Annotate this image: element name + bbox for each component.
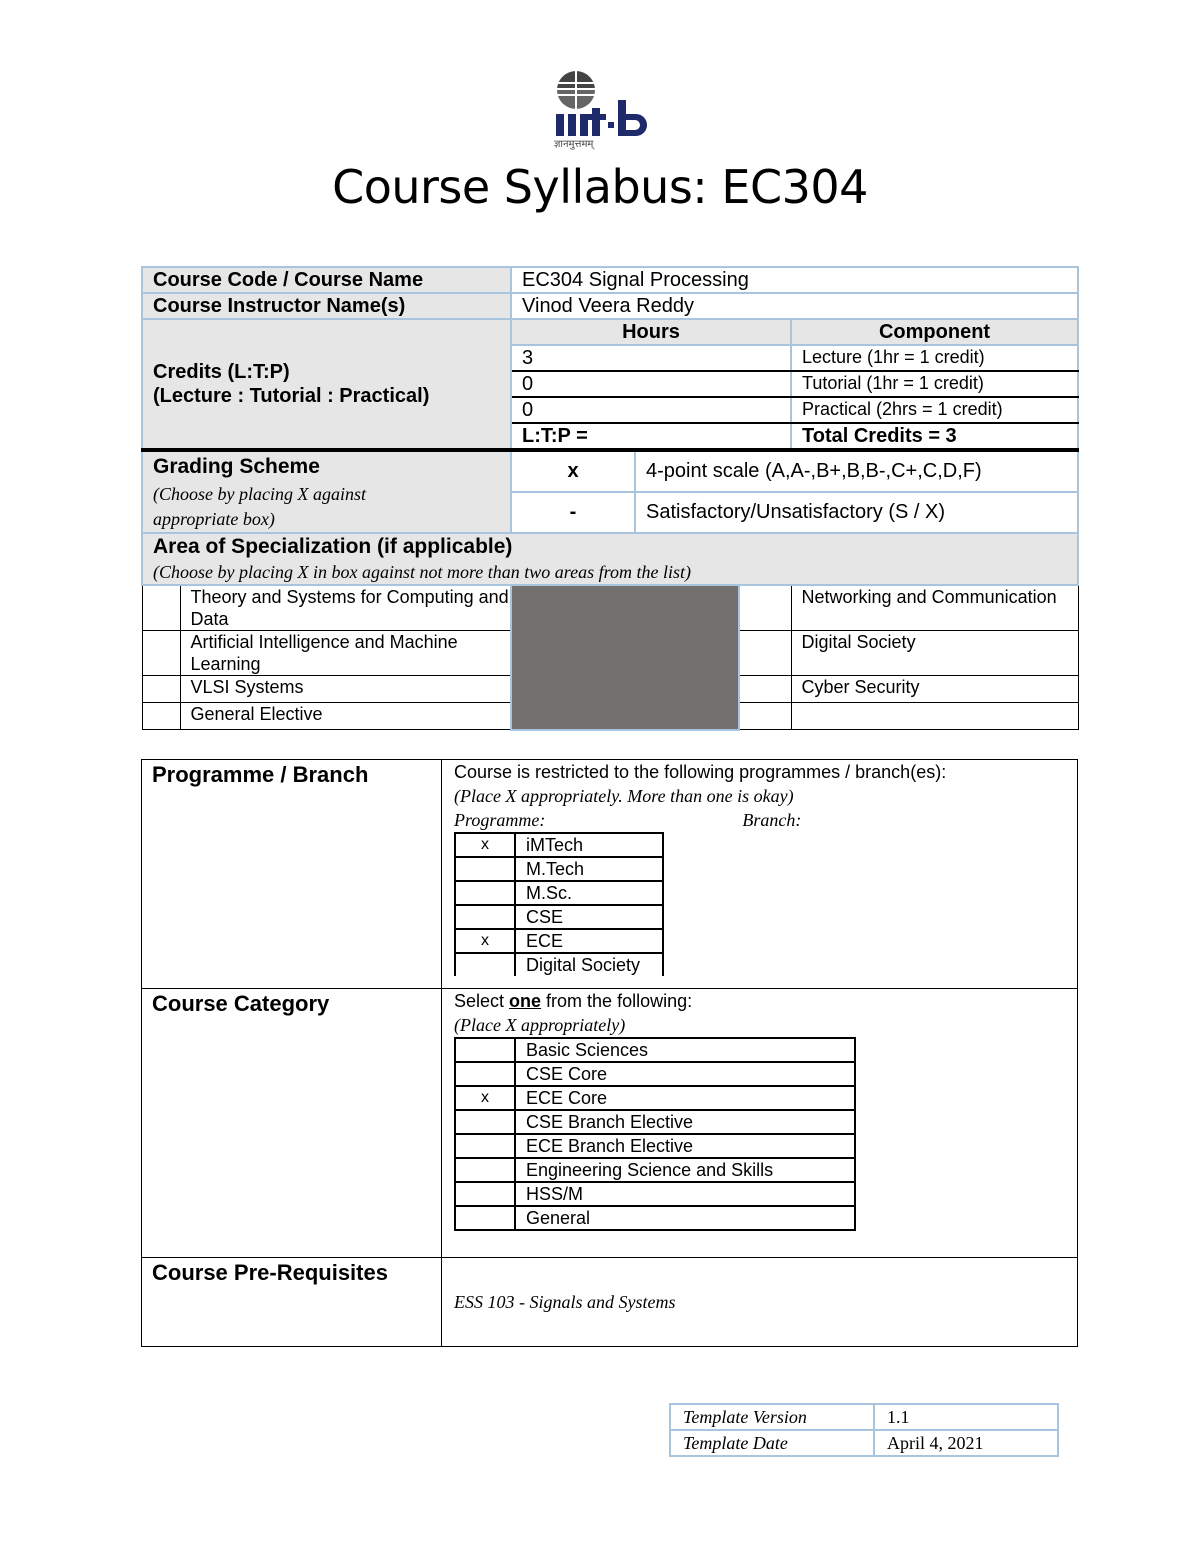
spec-checkbox[interactable]	[142, 703, 180, 730]
template-date-label: Template Date	[670, 1430, 874, 1456]
list-item	[455, 1182, 855, 1206]
spec-item-theory: Theory and Systems for Computing and Data	[180, 585, 511, 631]
category-name: General	[515, 1206, 855, 1230]
category-note: (Place X appropriately)	[454, 1015, 626, 1035]
list-item	[455, 953, 663, 976]
category-checkbox[interactable]	[455, 1182, 515, 1206]
spec-item-vlsi: VLSI Systems	[180, 676, 511, 703]
spec-item-empty	[791, 703, 1078, 730]
category-intro	[454, 989, 1077, 1013]
list-item	[455, 1134, 855, 1158]
spec-checkbox[interactable]	[739, 631, 791, 676]
prereq-label: Course Pre-Requisites	[142, 1258, 442, 1347]
course-code-label: Course Code / Course Name	[142, 267, 511, 293]
course-info-table	[141, 266, 1079, 731]
lecture-hours: 3	[511, 345, 791, 371]
grading-4point-text: 4-point scale (A,A-,B+,B,B-,C+,C,D,F)	[635, 450, 1078, 492]
tutorial-component: Tutorial (1hr = 1 credit)	[791, 371, 1078, 397]
spec-item-networking: Networking and Communication	[791, 585, 1078, 631]
list-item	[455, 929, 663, 953]
grading-note: (Choose by placing X against appropriate box)	[153, 484, 366, 529]
programme-checkbox[interactable]	[455, 857, 515, 881]
programme-subheads	[454, 808, 1077, 832]
page-title: Course Syllabus: EC304	[332, 160, 868, 214]
instructor-value: Vinod Veera Reddy	[511, 293, 1078, 319]
category-checkbox[interactable]: x	[455, 1086, 515, 1110]
programme-table	[141, 759, 1078, 1347]
category-name: ECE Branch Elective	[515, 1134, 855, 1158]
category-checkbox[interactable]	[455, 1062, 515, 1086]
credits-label-line1: Credits (L:T:P)	[153, 361, 290, 383]
programme-label: Programme / Branch	[142, 760, 442, 989]
spec-checkbox[interactable]	[739, 676, 791, 703]
programme-name: ECE	[515, 929, 663, 953]
grading-su-text: Satisfactory/Unsatisfactory (S / X)	[635, 492, 1078, 533]
list-item	[455, 857, 663, 881]
programme-intro: Course is restricted to the following programmes / branch(es):	[454, 762, 947, 782]
category-list	[454, 1037, 856, 1231]
practical-hours: 0	[511, 397, 791, 423]
programme-note: (Place X appropriately. More than one is okay)	[454, 786, 794, 806]
grading-su-mark[interactable]: -	[511, 492, 635, 533]
list-item	[455, 1110, 855, 1134]
programme-name: Digital Society	[515, 953, 663, 976]
specialization-note: (Choose by placing X in box against not more than two areas from the list)	[153, 562, 691, 582]
programme-checkbox[interactable]: x	[455, 929, 515, 953]
programme-name: CSE	[515, 905, 663, 929]
category-name: Engineering Science and Skills	[515, 1158, 855, 1182]
category-intro-post: from the following:	[541, 991, 693, 1011]
category-name: ECE Core	[515, 1086, 855, 1110]
institute-logo	[548, 70, 658, 154]
list-item	[455, 1038, 855, 1062]
tutorial-hours: 0	[511, 371, 791, 397]
list-item	[455, 905, 663, 929]
credits-label	[142, 319, 511, 450]
programme-name: iMTech	[515, 833, 663, 857]
specialization-header	[142, 533, 1078, 585]
practical-component: Practical (2hrs = 1 credit)	[791, 397, 1078, 423]
list-item	[455, 1158, 855, 1182]
programme-subhead: Programme:	[454, 810, 546, 830]
prereq-value: ESS 103 - Signals and Systems	[454, 1292, 676, 1312]
spec-checkbox[interactable]	[142, 631, 180, 676]
specialization-label: Area of Specialization (if applicable)	[153, 535, 513, 558]
logo-tagline: ज्ञानमुत्तमम्	[554, 139, 594, 150]
programme-checkbox[interactable]	[455, 953, 515, 976]
category-intro-bold: one	[509, 991, 542, 1011]
category-checkbox[interactable]	[455, 1134, 515, 1158]
list-item	[455, 833, 663, 857]
credits-label-line2: (Lecture : Tutorial : Practical)	[153, 385, 430, 407]
spec-item-general: General Elective	[180, 703, 511, 730]
instructor-label: Course Instructor Name(s)	[142, 293, 511, 319]
grading-label-text: Grading Scheme	[153, 455, 320, 478]
course-code-value: EC304 Signal Processing	[511, 267, 1078, 293]
spec-checkbox[interactable]	[142, 585, 180, 631]
grading-label	[142, 450, 511, 533]
template-version-label: Template Version	[670, 1404, 874, 1430]
list-item	[455, 1206, 855, 1230]
category-name: CSE Branch Elective	[515, 1110, 855, 1134]
spec-item-cyber: Cyber Security	[791, 676, 1078, 703]
lecture-component: Lecture (1hr = 1 credit)	[791, 345, 1078, 371]
programme-checkbox[interactable]	[455, 881, 515, 905]
component-header: Component	[791, 319, 1078, 345]
category-checkbox[interactable]	[455, 1206, 515, 1230]
branch-subhead: Branch:	[742, 810, 802, 830]
category-label: Course Category	[142, 989, 442, 1258]
template-date-value: April 4, 2021	[874, 1430, 1058, 1456]
spec-item-ai: Artificial Intelligence and Machine Learning	[180, 631, 511, 676]
list-item	[455, 1062, 855, 1086]
template-version-value: 1.1	[874, 1404, 1058, 1430]
template-info-table	[669, 1403, 1059, 1457]
category-name: CSE Core	[515, 1062, 855, 1086]
category-checkbox[interactable]	[455, 1158, 515, 1182]
list-item	[455, 881, 663, 905]
category-name: Basic Sciences	[515, 1038, 855, 1062]
hours-header: Hours	[511, 319, 791, 345]
spec-item-digital-society: Digital Society	[791, 631, 1078, 676]
programme-name: M.Tech	[515, 857, 663, 881]
total-credits: Total Credits = 3	[791, 423, 1078, 450]
grading-4point-mark[interactable]: x	[511, 450, 635, 492]
category-checkbox[interactable]	[455, 1038, 515, 1062]
category-intro-pre: Select	[454, 991, 510, 1011]
spec-checkbox[interactable]	[739, 703, 791, 730]
spec-checkbox[interactable]	[739, 585, 791, 631]
category-checkbox[interactable]	[455, 1110, 515, 1134]
programme-name: M.Sc.	[515, 881, 663, 905]
spec-checkbox[interactable]	[142, 676, 180, 703]
category-name: HSS/M	[515, 1182, 855, 1206]
programme-checkbox[interactable]: x	[455, 833, 515, 857]
list-item	[455, 1086, 855, 1110]
ltp-total: L:T:P =	[511, 423, 791, 450]
programme-list	[454, 832, 664, 976]
programme-checkbox[interactable]	[455, 905, 515, 929]
redacted-block	[511, 585, 739, 730]
